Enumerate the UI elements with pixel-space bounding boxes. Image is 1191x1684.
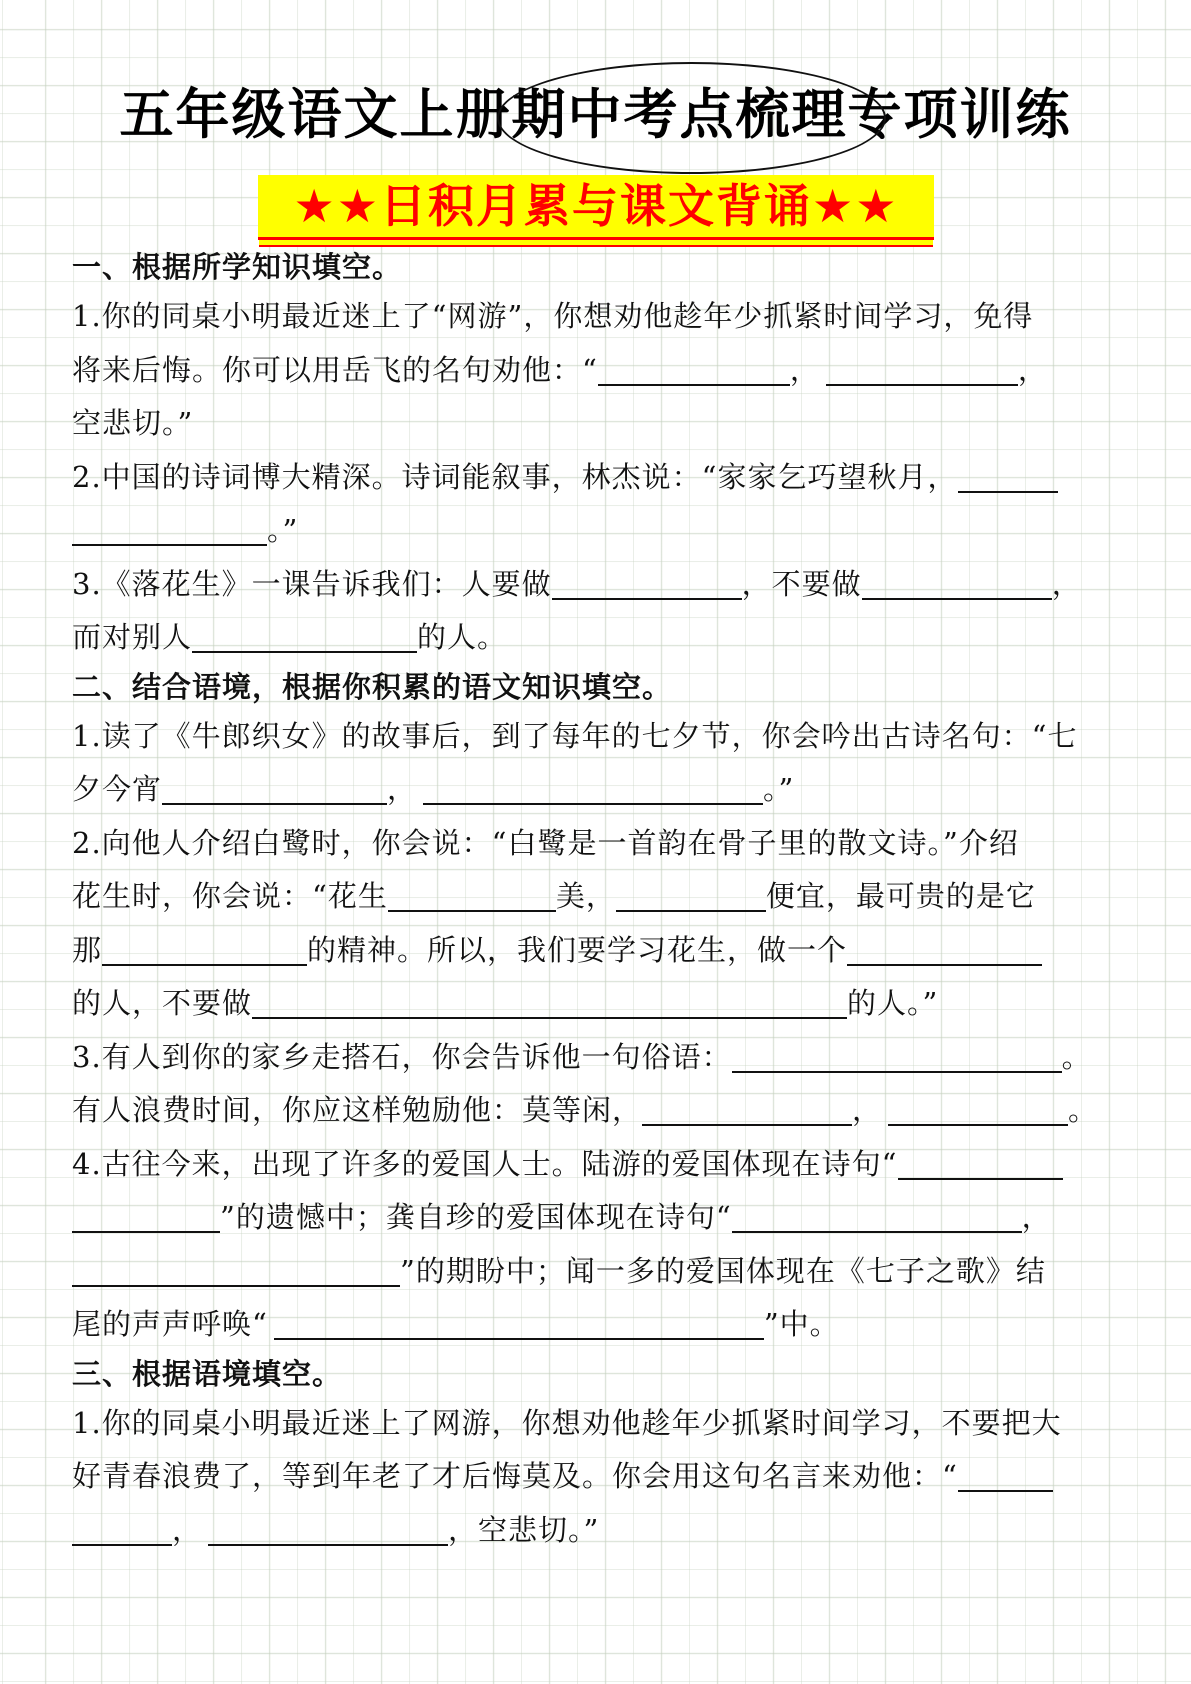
- question-text: 3.《落花生》一课告诉我们：人要做: [72, 566, 552, 601]
- answer-blank[interactable]: [958, 461, 1058, 493]
- answer-blank[interactable]: [888, 1094, 1068, 1126]
- question-line: [72, 344, 1122, 398]
- question-text: 那: [72, 932, 103, 967]
- question-text: ”的遗憾中；龚自珍的爱国体现在诗句“: [220, 1200, 732, 1234]
- punctuation: ，: [789, 352, 820, 387]
- answer-blank[interactable]: [72, 1514, 172, 1546]
- question-line: [72, 1191, 1122, 1245]
- question-line: [72, 1031, 1122, 1085]
- answer-blank[interactable]: [732, 1201, 1022, 1233]
- question-line: [72, 763, 1122, 817]
- page-title: 五年级语文上册期中考点梳理专项训练: [119, 83, 1072, 146]
- section-heading-3: 三、根据语境填空。: [72, 1356, 343, 1391]
- answer-blank[interactable]: [208, 1514, 448, 1546]
- question-text: 夕今宵: [72, 772, 163, 806]
- question-line: [72, 1245, 1122, 1299]
- answer-blank[interactable]: [162, 773, 387, 805]
- question-line: [72, 611, 1122, 665]
- answer-blank[interactable]: [192, 621, 417, 653]
- answer-blank[interactable]: [252, 987, 847, 1019]
- punctuation: 。: [1068, 1093, 1099, 1127]
- answer-blank[interactable]: [847, 934, 1042, 966]
- question-text: ”中。: [763, 1307, 840, 1341]
- question-line: [72, 451, 1122, 505]
- question-line: [72, 870, 1122, 924]
- question-line: [72, 1084, 1122, 1138]
- question-line: [72, 1298, 1122, 1352]
- question-text: 1.读了《牛郎织女》的故事后，到了每年的七夕节，你会吟出古诗名句：“七: [72, 718, 1078, 753]
- question-text: 有人浪费时间，你应这样勉励他：莫等闲，: [72, 1093, 643, 1127]
- question-text: ，空悲切。”: [448, 1512, 600, 1547]
- question-line: [72, 1138, 1122, 1192]
- punctuation: 。: [1061, 1039, 1092, 1074]
- answer-blank[interactable]: [72, 1201, 220, 1233]
- question-text: 的人。: [417, 620, 508, 654]
- question-text: 的人。”: [847, 986, 939, 1020]
- question-text: ，不要做: [741, 566, 862, 601]
- answer-blank[interactable]: [958, 1460, 1053, 1492]
- answer-blank[interactable]: [598, 354, 790, 386]
- answer-blank[interactable]: [388, 880, 556, 912]
- worksheet-content: [72, 245, 1122, 1557]
- question-line: [72, 1504, 1122, 1558]
- punctuation: ，: [172, 1512, 203, 1547]
- answer-blank[interactable]: [552, 568, 742, 600]
- section-heading-1: 一、根据所学知识填空。: [72, 250, 403, 284]
- question-text: ”的期盼中；闻一多的爱国体现在《七子之歌》结: [400, 1253, 1046, 1288]
- section-heading-2: 二、结合语境，根据你积累的语文知识填空。: [72, 669, 673, 704]
- subtitle-banner: ★★日积月累与课文背诵★★: [258, 175, 934, 240]
- answer-blank[interactable]: [423, 773, 763, 805]
- question-text: 4.古往今来，出现了许多的爱国人士。陆游的爱国体现在诗句“: [72, 1146, 898, 1181]
- question-text: 的精神。所以，我们要学习花生，做一个: [307, 932, 848, 967]
- question-text: 好青春浪费了，等到年老了才后悔莫及。你会用这句名言来劝他：“: [72, 1459, 958, 1493]
- answer-blank[interactable]: [72, 1255, 400, 1287]
- punctuation: ，: [852, 1093, 883, 1127]
- question-text: 花生时，你会说：“花生: [72, 879, 388, 913]
- answer-blank[interactable]: [72, 514, 267, 546]
- question-line: [72, 1450, 1122, 1504]
- question-text: 美，: [555, 879, 616, 913]
- question-text: 2.向他人介绍白鹭时，你会说：“白鹭是一首韵在骨子里的散文诗。”介绍: [72, 825, 1019, 860]
- punctuation: ，: [387, 772, 418, 806]
- question-line: [72, 817, 1122, 871]
- punctuation: ，: [1017, 352, 1048, 387]
- question-text: 2.中国的诗词博大精深。诗词能叙事，林杰说：“家家乞巧望秋月，: [72, 459, 958, 494]
- question-text: 1.你的同桌小明最近迷上了网游，你想劝他趁年少抓紧时间学习，不要把大: [72, 1405, 1062, 1440]
- answer-blank[interactable]: [274, 1308, 764, 1340]
- question-line: [72, 504, 1122, 558]
- answer-blank[interactable]: [102, 934, 307, 966]
- answer-blank[interactable]: [642, 1094, 852, 1126]
- question-text: 空悲切。”: [72, 406, 194, 440]
- question-line: [72, 710, 1122, 764]
- question-line: [72, 977, 1122, 1031]
- punctuation: 。”: [267, 513, 299, 547]
- question-text: 尾的声声呼唤“: [72, 1307, 268, 1341]
- question-text: 3.有人到你的家乡走搭石，你会告诉他一句俗语：: [72, 1039, 732, 1074]
- punctuation: ，: [1051, 566, 1082, 601]
- answer-blank[interactable]: [826, 354, 1018, 386]
- question-line: [72, 924, 1122, 978]
- question-line: [72, 1397, 1122, 1451]
- question-line: [72, 290, 1122, 344]
- question-line: [72, 558, 1122, 612]
- punctuation: 。”: [763, 772, 795, 806]
- question-line: [72, 397, 1122, 451]
- question-text: 的人，不要做: [72, 986, 253, 1020]
- question-text: 便宜，最可贵的是它: [765, 879, 1036, 913]
- answer-blank[interactable]: [616, 880, 766, 912]
- answer-blank[interactable]: [898, 1148, 1063, 1180]
- punctuation: ，: [1021, 1200, 1052, 1234]
- answer-blank[interactable]: [862, 568, 1052, 600]
- answer-blank[interactable]: [732, 1041, 1062, 1073]
- question-text: 将来后悔。你可以用岳飞的名句劝他：“: [72, 352, 598, 387]
- question-text: 而对别人: [72, 620, 193, 654]
- question-text: 1.你的同桌小明最近迷上了“网游”，你想劝他趁年少抓紧时间学习，免得: [72, 299, 1034, 333]
